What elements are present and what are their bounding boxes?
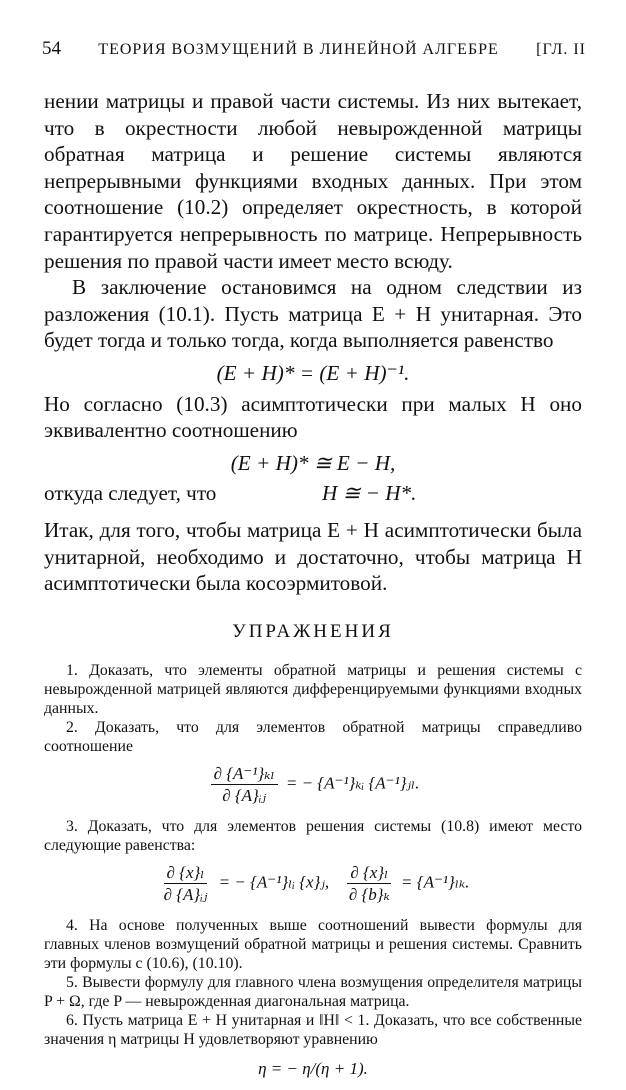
- exercise-item: 6. Пусть матрица E + H унитарная и ‖H‖ < 1. Доказать, что все собственные значения η матрицы H удовлетворяют уравнению: [44, 1012, 582, 1049]
- formula-line: [44, 480, 582, 507]
- formula: [44, 863, 582, 904]
- numerator: ∂ {x}ₗ: [164, 863, 208, 884]
- exercises: [44, 661, 582, 1078]
- exercise-item: 2. Доказать, что для элементов обратной матрицы справедливо соотношение: [44, 719, 582, 756]
- page-number: 54: [42, 38, 61, 59]
- formula: (E + H)* = (E + H)⁻¹.: [216, 360, 410, 385]
- numerator: ∂ {x}ₗ: [347, 863, 391, 884]
- paragraph: нении матрицы и правой части системы. Из них вытекает, что в окрестности любой невырожденной матрицы обратная матрица и решение системы являются непрерывными функциями входных данных. При этом соотношение (10.2) определяет окрестность, в которой гарантируется непрерывность по матрице. Непрерывность решения по правой части имеет место всюду.: [44, 89, 582, 273]
- denominator: ∂ {b}ₖ: [348, 885, 390, 905]
- formula-rhs: = − {A⁻¹}ₖᵢ {A⁻¹}ⱼₗ.: [285, 773, 420, 793]
- denominator: ∂ {A}ᵢⱼ: [163, 885, 208, 905]
- formula: H ≅ − H*.: [321, 481, 417, 506]
- running-header: [42, 38, 586, 60]
- main-text: [44, 88, 582, 1090]
- fraction: [346, 863, 393, 904]
- denominator: ∂ {A}ᵢⱼ: [222, 786, 266, 806]
- section-title: УПРАЖНЕНИЯ: [232, 620, 394, 642]
- numerator: ∂ {A⁻¹}ₖₗ: [211, 764, 278, 785]
- exercise-item: 4. На основе полученных выше соотношений вывести формулы для главных членов возмущений обратной матрицы и решения системы. Сравнить эти формулы с (10.6), (10.10).: [44, 917, 582, 973]
- exercise-item: 3. Доказать, что для элементов решения системы (10.8) имеют место следующие равенства:: [44, 818, 582, 855]
- formula-rhs: = {A⁻¹}ₗₖ.: [401, 872, 470, 892]
- formula: [44, 764, 582, 805]
- chapter-label: [ГЛ. II: [536, 41, 586, 58]
- running-title: ТЕОРИЯ ВОЗМУЩЕНИЙ В ЛИНЕЙНОЙ АЛГЕБРЕ: [98, 41, 499, 58]
- paragraph: Но согласно (10.3) асимптотически при малых H оно эквивалентно соотношению: [44, 391, 582, 443]
- formula-rhs: = − {A⁻¹}ₗᵢ {x}ⱼ,: [218, 872, 330, 892]
- paragraph: откуда следует, что: [44, 481, 217, 506]
- exercise-item: 5. Вывести формулу для главного члена возмущения определителя матрицы P + Ω, где P — невырожденная диагональная матрица.: [44, 974, 582, 1011]
- fraction: [211, 764, 278, 805]
- paragraph: Итак, для того, чтобы матрица E + H асимптотически была унитарной, необходимо и достаточно, чтобы матрица H асимптотически была косоэрмитовой.: [44, 517, 582, 596]
- fraction: [161, 863, 211, 904]
- formula: η = − η/(η + 1).: [258, 1059, 368, 1079]
- exercise-item: 1. Доказать, что элементы обратной матрицы и решения системы с невырожденной матрицей являются дифференцируемыми функциями входных данных.: [44, 662, 582, 718]
- formula: (E + H)* ≅ E − H,: [230, 450, 396, 475]
- paragraph: В заключение остановимся на одном следствии из разложения (10.1). Пусть матрица E + H унитарная. Это будет тогда и только тогда, когда выполняется равенство: [44, 275, 582, 353]
